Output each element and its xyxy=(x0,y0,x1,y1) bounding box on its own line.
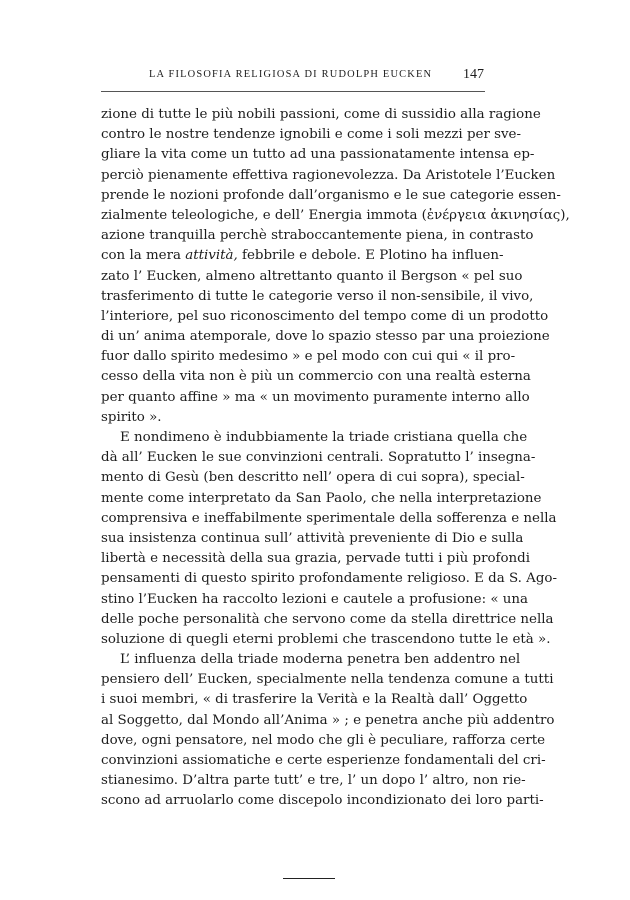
text-segment: febbrile e debole. E Plotino ha influen- xyxy=(237,248,504,264)
text-line: pensiero dell’ Eucken, specialmente nella tendenza comune a tutti xyxy=(101,672,554,688)
text-line: perciò pienamente effettiva ragionevolezza. Da Aristotele l’Eucken xyxy=(101,167,556,183)
text-line: zato l’ Eucken, almeno altrettanto quanto il Bergson « pel suo xyxy=(101,268,523,284)
running-header xyxy=(100,69,484,89)
paragraph-end-line: soluzione di quegli eterni problemi che trascendono tutte le età ». xyxy=(101,631,551,647)
paragraph-end-line: spirito ». xyxy=(101,409,162,425)
text-line: prende le nozioni profonde dall’organismo e le sue categorie essen- xyxy=(101,187,561,203)
text-line-with-italic xyxy=(101,246,504,266)
text-line: comprensiva e ineffabilmente sperimentale della sofferenza e nella xyxy=(101,510,557,526)
footer-divider xyxy=(283,878,335,879)
text-line: dove, ogni pensatore, nel modo che gli è peculiare, rafforza certe xyxy=(101,732,546,748)
text-line: trasferimento di tutte le categorie verso il non-sensibile, il vivo, xyxy=(101,288,534,304)
text-line: zialmente teleologiche, e dell’ Energia immota (ἐνέργεια ἀκινησίας), xyxy=(101,207,570,223)
text-segment: con la mera xyxy=(101,248,186,264)
text-line: contro le nostre tendenze ignobili e come i soli mezzi per sve- xyxy=(101,127,522,143)
text-line: azione tranquilla perchè straboccantemente piena, in contrasto xyxy=(101,228,534,244)
page-number: 147 xyxy=(463,67,484,82)
text-line: sua insistenza continua sull’ attività preveniente di Dio e sulla xyxy=(101,530,524,546)
text-line: zione di tutte le più nobili passioni, come di sussidio alla ragione xyxy=(101,107,541,122)
text-line: delle poche personalità che servono come da stella direttrice nella xyxy=(101,611,554,627)
text-line: dà all’ Eucken le sue convinzioni centrali. Sopratutto l’ insegna- xyxy=(101,450,536,466)
text-line: per quanto affine » ma « un movimento puramente interno allo xyxy=(101,389,530,405)
text-line: cesso della vita non è più un commercio con una realtà esterna xyxy=(101,369,531,385)
text-line: mento di Gesù (ben descritto nell’ opera di cui sopra), special- xyxy=(101,470,525,486)
text-line: i suoi membri, « di trasferire la Verità e la Realtà dall’ Oggetto xyxy=(101,692,528,708)
text-line: l’interiore, pel suo riconoscimento del tempo come di un prodotto xyxy=(101,308,549,324)
text-line: al Soggetto, dal Mondo all’Anima » ; e penetra anche più addentro xyxy=(101,712,555,728)
text-line: mente come interpretato da San Paolo, che nella interpretazione xyxy=(101,490,542,506)
text-line: di un’ anima atemporale, dove lo spazio stesso par una proiezione xyxy=(101,329,550,345)
paragraph-start-line: E nondimeno è indubbiamente la triade cristiana quella che xyxy=(120,430,528,445)
body-text xyxy=(101,105,570,812)
text-line: stianesimo. D’altra parte tutt’ e tre, l’ un dopo l’ altro, non rie- xyxy=(101,773,526,789)
italic-word: attività, xyxy=(185,248,238,264)
text-line: stino l’Eucken ha raccolto lezioni e cautele a profusione: « una xyxy=(101,591,529,607)
running-title: LA FILOSOFIA RELIGIOSA DI RUDOLPH EUCKEN xyxy=(149,69,433,80)
paragraph-start-line: L’ influenza della triade moderna penetra ben addentro nel xyxy=(120,652,521,668)
text-line: convinzioni assiomatiche e certe esperienze fondamentali del cri- xyxy=(101,753,546,768)
text-line: fuor dallo spirito medesimo » e pel modo con cui qui « il pro- xyxy=(101,349,516,365)
text-line: scono ad arruolarlo come discepolo incondizionato dei loro parti- xyxy=(101,793,544,809)
text-line: libertà e necessità della sua grazia, pervade tutti i più profondi xyxy=(101,551,531,567)
text-line: pensamenti di questo spirito profondamente religioso. E da S. Ago- xyxy=(101,571,557,587)
text-line: gliare la vita come un tutto ad una passionatamente intensa ep- xyxy=(101,147,535,163)
header-divider xyxy=(101,91,485,92)
